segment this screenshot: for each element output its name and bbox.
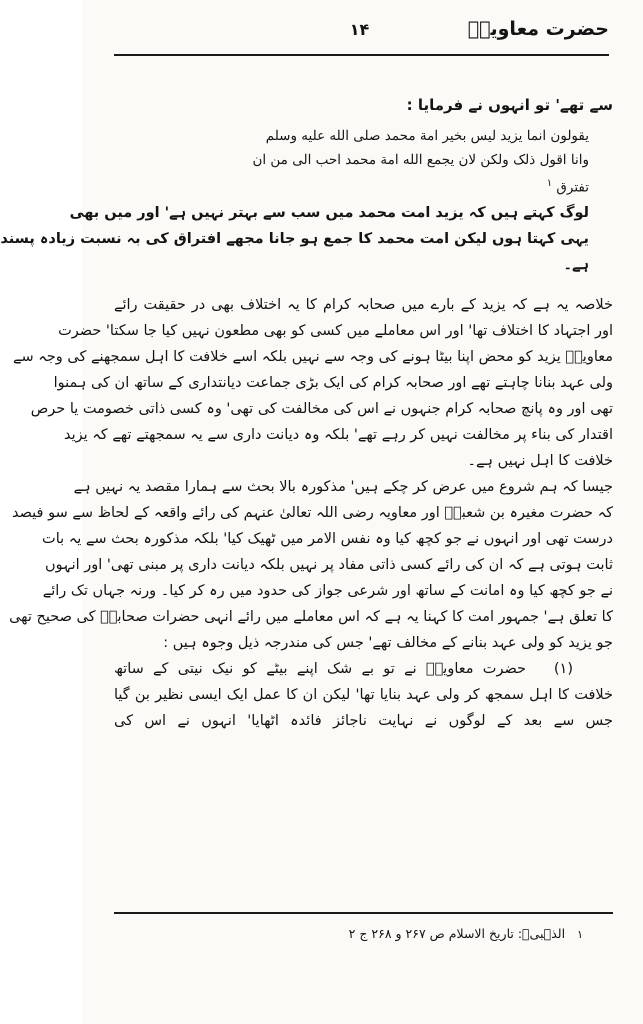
paragraph-line: معاویہؓ یزید کو محض اپنا بیٹا ہونے کی وجہ سے نہیں بلکہ اسے خلافت کا اہل سمجھنے کی وجہ سے xyxy=(13,348,613,365)
urdu-translation xyxy=(0,200,613,278)
footnote-text: الذہبیؒ: تاریخ الاسلام ص ۲۶۷ و ۲۶۸ ج ۲ xyxy=(348,926,566,941)
paragraph-summary xyxy=(13,292,613,474)
quote-intro-line: سے تھے' تو انہوں نے فرمایا : xyxy=(406,96,613,114)
paragraph-line: کا تعلق ہے' جمہور امت کا کہنا یہ ہے کہ اس معاملے میں رائے انہی حضرات صحابہؓ کی صحیح تھی xyxy=(9,608,613,625)
arabic-quote-line: وانا اقول ذلک ولکن لان یجمع الله امة محمد احب الی من ان xyxy=(252,152,589,168)
list-item-text: حضرت معاویہؓ نے تو بے شک اپنے بیٹے کو نیک نیتی کے ساتھ xyxy=(114,660,526,677)
paragraph-line: تھی اور وہ پانچ صحابہ کرام جنہوں نے اس کی مخالفت کی تھی' وہ کسی ذاتی خصومت یا حرص xyxy=(30,400,613,417)
arabic-quote-line: یقولون انما یزید لیس بخیر امة محمد صلی الله علیه وسلم xyxy=(265,128,589,144)
running-header xyxy=(110,6,609,52)
translation-line: لوگ کہتے ہیں کہ یزید امت محمد میں سب سے بہتر نہیں ہے' اور میں بھی xyxy=(69,204,589,221)
paragraph-line: ولی عہد بنانا چاہتے تھے اور صحابہ کرام کی ایک بڑی جماعت دیانتداری کے ساتھ ان کی ہمنوا xyxy=(53,374,613,391)
translation-line: یہی کہتا ہوں لیکن امت محمد کا جمع ہو جانا مجھے افتراق کی بہ نسبت زیادہ پسند xyxy=(0,230,589,247)
running-title: حضرت معاویہؓ xyxy=(467,18,609,40)
footnote xyxy=(349,924,583,945)
paragraph-line: کہ حضرت مغیرہ بن شعبہؓ اور معاویہ رضی اللہ تعالیٰ عنہم کی رائے واقعہ کے لحاظ سے سو فیصد xyxy=(12,504,613,521)
arabic-quote-text: تفترق xyxy=(556,179,589,196)
footnote-divider xyxy=(114,912,613,914)
paragraph-line: ثابت ہوتی ہے کہ ان کی رائے کسی ذاتی مفاد پر نہیں بلکہ دیانت داری پر مبنی تھی' اور انہوں xyxy=(44,556,613,573)
paragraph-line: اقتدار کی بناء پر مخالفت نہیں کر رہے تھے' بلکہ وہ دیانت داری سے یہ سمجھتے تھے کہ یزید xyxy=(64,426,613,443)
list-item-number: (۱) xyxy=(553,660,573,677)
translation-line: ہے۔ xyxy=(563,256,589,273)
paragraph-conclusion xyxy=(9,474,613,656)
list-item-line: جس سے بعد کے لوگوں نے نہایت ناجائز فائدہ اٹھایا' انہوں نے اس کی xyxy=(114,712,613,729)
paragraph-line: جو یزید کو ولی عہد بنانے کے مخالف تھے' جس کی مندرجہ ذیل وجوہ ہیں : xyxy=(163,634,613,651)
paragraph-line: نے جو کچھ کیا وہ امانت کے ساتھ اور شرعی جواز کی حدود میں رہ کر کیا۔ ورنہ جہاں تک رائے xyxy=(42,582,613,599)
arabic-quote xyxy=(114,124,613,200)
paragraph-line: خلاصہ یہ ہے کہ یزید کے بارے میں صحابہ کرام کا یہ اختلاف بھی در حقیقت رائے xyxy=(114,296,613,313)
paragraph-line: خلافت کا اہل نہیں ہے۔ xyxy=(467,452,613,469)
paragraph-line: جیسا کہ ہم شروع میں عرض کر چکے ہیں' مذکورہ بالا بحث سے ہمارا مقصد یہ نہیں ہے xyxy=(73,478,613,495)
footnote-reference: ۱ xyxy=(546,178,553,189)
paragraph-gap xyxy=(114,278,613,292)
body-text xyxy=(0,92,613,734)
header-divider xyxy=(114,54,609,56)
numbered-list-item xyxy=(114,656,613,734)
footnote-marker: ۱ xyxy=(577,928,583,941)
list-item-line xyxy=(114,656,613,682)
list-item-line: خلافت کا اہل سمجھ کر ولی عہد بنایا تھا' لیکن ان کا عمل ایک ایسی نظیر بن گیا xyxy=(114,686,613,703)
paragraph-line: اور اجتہاد کا اختلاف تھا' اور اس معاملے میں کسی کو بھی مطعون نہیں کیا جا سکتا' حضرت xyxy=(58,322,613,339)
page-number: ۱۴ xyxy=(349,19,370,39)
arabic-quote-line xyxy=(114,172,613,200)
paragraph-line: درست تھی اور انہوں نے جو کچھ کیا وہ نفس الامر میں ٹھیک کیا' بلکہ مذکورہ بحث سے یہ بات xyxy=(42,530,613,547)
